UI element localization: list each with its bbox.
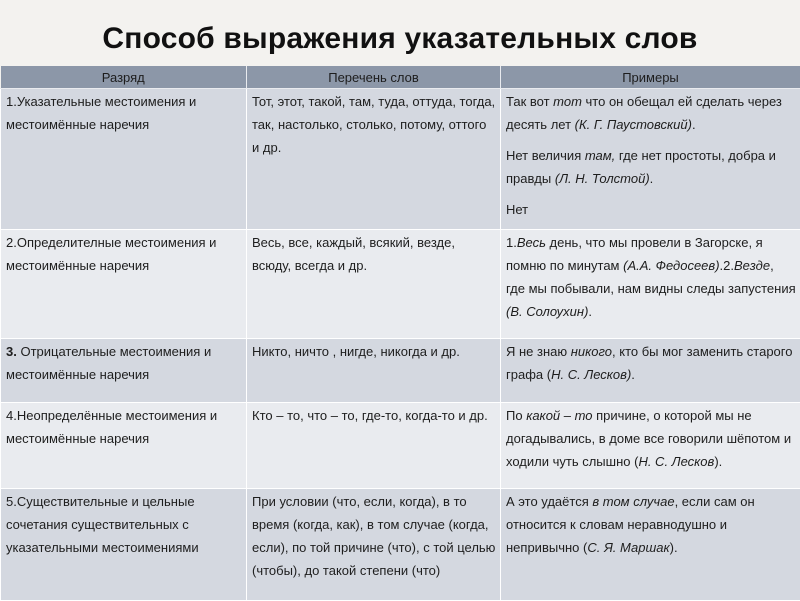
example-text: . xyxy=(650,171,654,186)
category-cell: 1.Указательные местоимения и местоимённые наречия xyxy=(1,89,247,230)
example-paragraph xyxy=(506,144,796,190)
example-text: день, что мы провели в Загорске, я помню по минутам xyxy=(506,235,763,273)
example-text: .2. xyxy=(720,258,734,273)
words-cell: Никто, ничто , нигде, никогда и др. xyxy=(247,339,501,403)
example-text: Я не знаю xyxy=(506,344,571,359)
example-author: (В. Солоухин) xyxy=(506,304,588,319)
example-emphasis: никого xyxy=(571,344,612,359)
example-emphasis: Весь xyxy=(517,235,546,250)
example-text: . xyxy=(692,117,696,132)
pronoun-table xyxy=(0,66,800,601)
example-emphasis: в том случае xyxy=(592,494,674,509)
table-row xyxy=(1,489,800,601)
table-row xyxy=(1,339,800,403)
examples-cell xyxy=(501,230,800,339)
example-paragraph xyxy=(506,90,796,136)
example-author: Н. С. Лесков xyxy=(638,454,714,469)
example-emphasis: Везде xyxy=(734,258,770,273)
example-text: А это удаётся xyxy=(506,494,592,509)
example-paragraph xyxy=(506,198,796,221)
example-text: где нет простоты, добра и правды xyxy=(506,148,776,186)
category-cell: 2.Определителные местоимения и местоимённые наречия xyxy=(1,230,247,339)
example-text: что он обещал ей сделать через десять лет xyxy=(506,94,782,132)
words-cell: Кто – то, что – то, где-то, когда-то и др. xyxy=(247,403,501,489)
header-examples: Примеры xyxy=(501,66,800,89)
category-cell: 5.Существительные и цельные сочетания существительных с указательными местоимениями xyxy=(1,489,247,601)
table-row xyxy=(1,89,800,230)
example-emphasis: тот xyxy=(553,94,582,109)
example-text: причине, о которой мы не догадывались, в доме все говорили шёпотом и ходили чуть слышно ( xyxy=(506,408,791,469)
example-author: (К. Г. Паустовский) xyxy=(575,117,692,132)
example-author: Н. С. Лесков) xyxy=(551,367,631,382)
category-text: Отрицательные местоимения и местоимённые наречия xyxy=(6,344,211,382)
example-text: , кто бы мог заменить старого графа ( xyxy=(506,344,792,382)
page-title: Способ выражения указательных слов xyxy=(0,22,800,56)
example-author: (Л. Н. Толстой) xyxy=(555,171,650,186)
example-text: , если сам он относится к словам неравнодушно и непривычно ( xyxy=(506,494,755,555)
example-text: Нет величия xyxy=(506,148,585,163)
example-text: . xyxy=(631,367,635,382)
category-cell: 4.Неопределённые местоимения и местоимённые наречия xyxy=(1,403,247,489)
example-emphasis: какой – то xyxy=(526,408,592,423)
words-cell: Весь, все, каждый, всякий, везде, всюду, всегда и др. xyxy=(247,230,501,339)
example-author: (А.А. Федосеев) xyxy=(623,258,719,273)
table-header-row xyxy=(1,66,800,89)
example-text: Так вот xyxy=(506,94,553,109)
example-text: ). xyxy=(670,540,678,555)
category-number: 3. xyxy=(6,344,17,359)
examples-cell xyxy=(501,89,800,230)
category-cell xyxy=(1,339,247,403)
header-words: Перечень слов xyxy=(247,66,501,89)
examples-cell xyxy=(501,403,800,489)
example-text: По xyxy=(506,408,526,423)
table-row xyxy=(1,230,800,339)
table-row xyxy=(1,403,800,489)
example-text: ). xyxy=(714,454,722,469)
example-emphasis: там, xyxy=(585,148,615,163)
example-author: С. Я. Маршак xyxy=(587,540,669,555)
example-text: 1. xyxy=(506,235,517,250)
examples-cell xyxy=(501,339,800,403)
example-text: . xyxy=(588,304,592,319)
example-text: , где мы побывали, нам видны следы запустения xyxy=(506,258,796,296)
words-cell: При условии (что, если, когда), в то время (когда, как), в том случае (когда, если), по той причине (что), с той целью (чтобы), до такой степени (что) xyxy=(247,489,501,601)
example-text: Нет xyxy=(506,202,528,217)
words-cell: Тот, этот, такой, там, туда, оттуда, тогда, так, настолько, столько, потому, оттого и др. xyxy=(247,89,501,230)
header-category: Разряд xyxy=(1,66,247,89)
examples-cell xyxy=(501,489,800,601)
